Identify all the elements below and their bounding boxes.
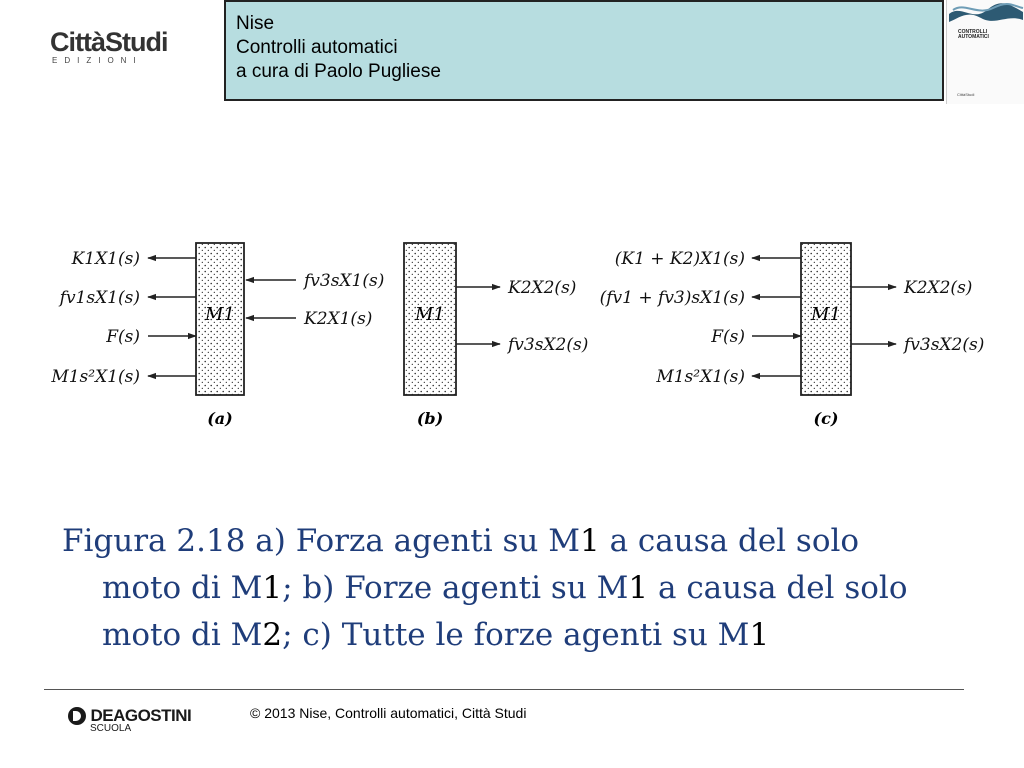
diagram-b bbox=[404, 243, 588, 428]
force-label: (fv1 + fv3)sX1(s) bbox=[599, 288, 745, 308]
figure-caption bbox=[62, 518, 982, 659]
force-label: fv3sX1(s) bbox=[304, 271, 385, 291]
force-label: (K1 + K2)X1(s) bbox=[614, 249, 745, 269]
caption-line-2: moto di M1; b) Forze agenti su M1 a causa del solo bbox=[102, 570, 908, 606]
footer-divider bbox=[44, 689, 964, 690]
book-title: CONTROLLI AUTOMATICI bbox=[958, 29, 989, 40]
force-label: F(s) bbox=[711, 327, 745, 347]
block-label-b: M1 bbox=[415, 304, 445, 325]
header-line-2: Controlli automatici bbox=[236, 37, 398, 58]
force-label: K1X1(s) bbox=[71, 249, 140, 269]
logo-brand: CittàStudi bbox=[50, 27, 168, 57]
copyright-text: © 2013 Nise, Controlli automatici, Città Studi bbox=[250, 705, 527, 721]
force-label: fv3sX2(s) bbox=[904, 335, 985, 355]
deagostini-logo bbox=[68, 706, 191, 734]
force-label: F(s) bbox=[106, 327, 140, 347]
block-label-c: M1 bbox=[811, 304, 841, 325]
force-label: M1s²X1(s) bbox=[656, 367, 745, 387]
force-label: fv1sX1(s) bbox=[59, 288, 140, 308]
header-line-1: Nise bbox=[236, 13, 275, 34]
diagram-c-label: (c) bbox=[813, 409, 839, 428]
deagostini-mark-icon bbox=[68, 707, 86, 725]
logo-subtitle: EDIZIONI bbox=[52, 56, 143, 65]
force-label: K2X1(s) bbox=[304, 309, 373, 329]
deagostini-brand: DEAGOSTINI bbox=[90, 706, 192, 725]
diagram-a bbox=[50, 243, 384, 428]
diagram-b-label: (b) bbox=[416, 409, 444, 428]
force-label: K2X2(s) bbox=[508, 278, 577, 298]
block-label-a: M1 bbox=[205, 304, 235, 325]
header-line-3: a cura di Paolo Pugliese bbox=[236, 61, 441, 82]
deagostini-sub: SCUOLA bbox=[90, 723, 132, 734]
diagram-a-label: (a) bbox=[207, 409, 233, 428]
diagram-c bbox=[600, 243, 985, 428]
force-label: K2X2(s) bbox=[904, 278, 973, 298]
caption-line-3: moto di M2; c) Tutte le forze agenti su M1 bbox=[102, 617, 770, 653]
force-label: M1s²X1(s) bbox=[51, 367, 140, 387]
force-label: fv3sX2(s) bbox=[508, 335, 589, 355]
caption-line-1: Figura 2.18 a) Forza agenti su M1 a causa del solo bbox=[62, 523, 860, 559]
book-publisher: CittàStudi bbox=[957, 92, 975, 97]
